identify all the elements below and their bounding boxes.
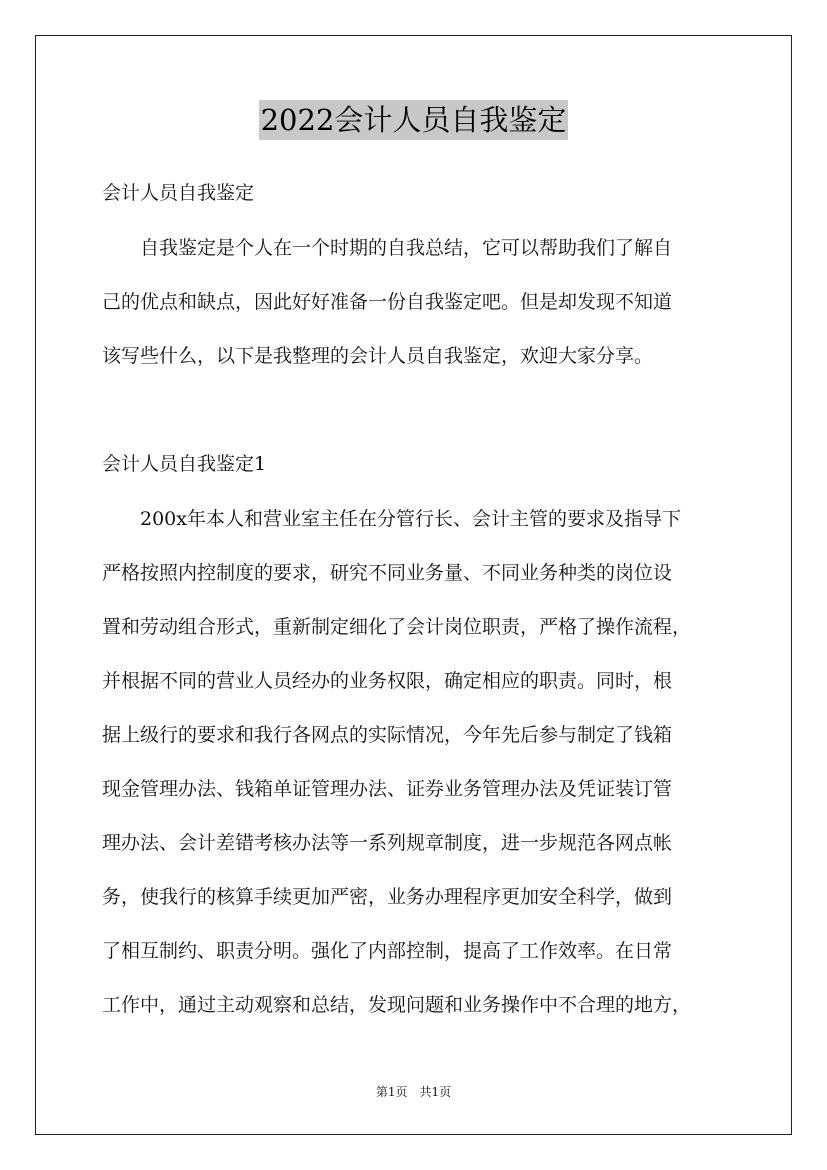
paragraph-line: 该写些什么，以下是我整理的会计人员自我鉴定，欢迎大家分享。 xyxy=(102,345,654,367)
paragraph-line: 并根据不同的营业人员经办的业务权限，确定相应的职责。同时，根 xyxy=(102,670,673,692)
paragraph-line: 工作中，通过主动观察和总结，发现问题和业务操作中不合理的地方， xyxy=(102,994,692,1016)
document-title: 2022会计人员自我鉴定 xyxy=(259,100,569,140)
page-footer: 第1页 共1页 xyxy=(375,1085,452,1099)
paragraph-line: 务，使我行的核算手续更加严密，业务办理程序更加安全科学，做到 xyxy=(102,886,673,908)
paragraph-line: 理办法、会计差错考核办法等一系列规章制度，进一步规范各网点帐 xyxy=(102,832,673,854)
paragraph-line: 置和劳动组合形式，重新制定细化了会计岗位职责，严格了操作流程， xyxy=(102,616,692,638)
section-heading: 会计人员自我鉴定 xyxy=(102,182,255,204)
section-heading: 会计人员自我鉴定1 xyxy=(102,453,267,475)
paragraph-line: 己的优点和缺点，因此好好准备一份自我鉴定吧。但是却发现不知道 xyxy=(102,291,673,313)
paragraph-line: 据上级行的要求和我行各网点的实际情况，今年先后参与制定了钱箱 xyxy=(102,724,673,746)
paragraph-line: 了相互制约、职责分明。强化了内部控制，提高了工作效率。在日常 xyxy=(102,940,673,962)
paragraph-line: 现金管理办法、钱箱单证管理办法、证券业务管理办法及凭证装订管 xyxy=(102,778,673,800)
paragraph-line: 200x年本人和营业室主任在分管行长、会计主管的要求及指导下 xyxy=(102,508,681,530)
paragraph-line: 自我鉴定是个人在一个时期的自我总结，它可以帮助我们了解自 xyxy=(102,237,673,259)
paragraph-line: 严格按照内控制度的要求，研究不同业务量、不同业务种类的岗位设 xyxy=(102,562,673,584)
title-container xyxy=(0,100,827,140)
